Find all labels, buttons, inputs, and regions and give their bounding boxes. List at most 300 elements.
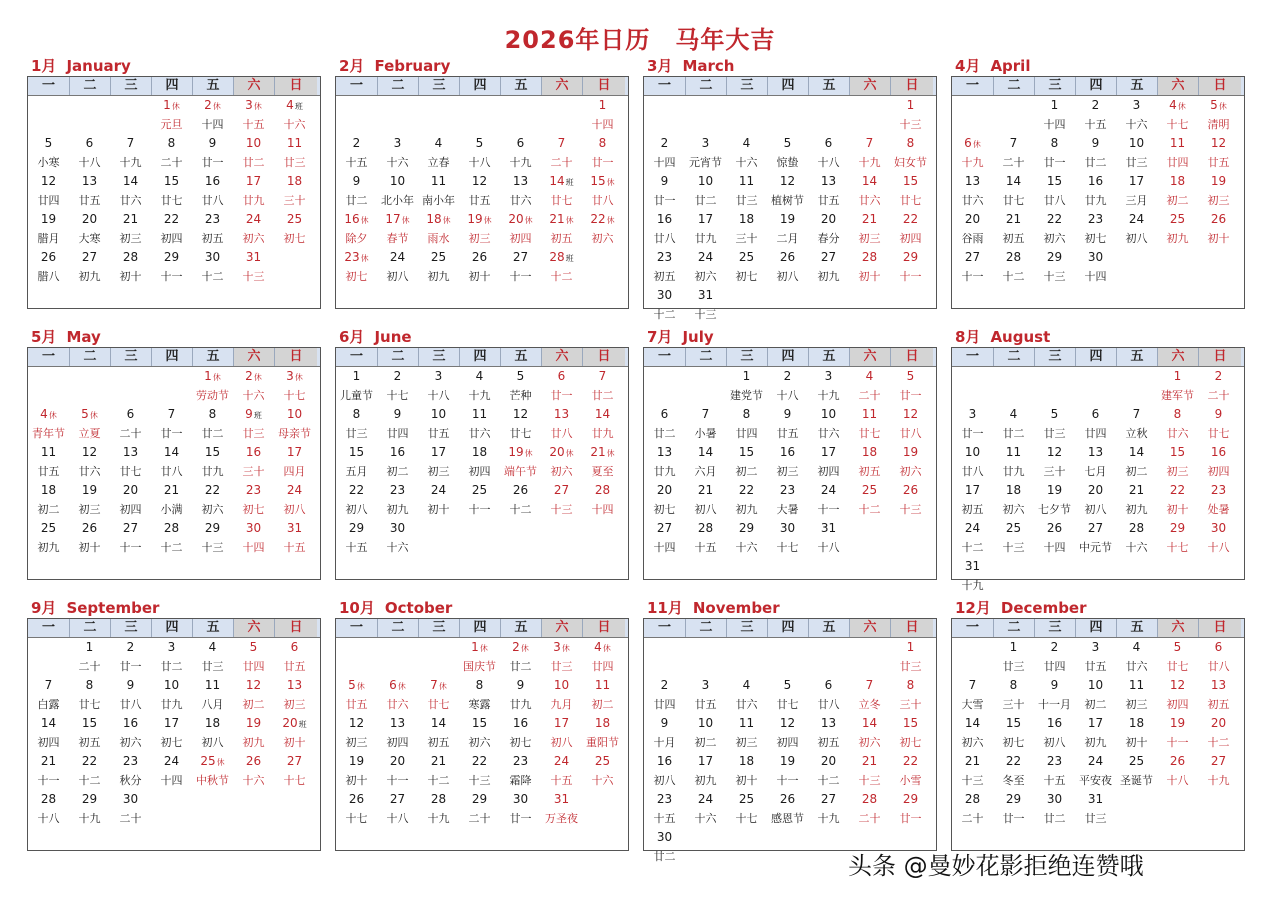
day-number-text: 17 [286, 445, 303, 459]
day-number-text: 5 [516, 369, 525, 383]
day-number [110, 638, 151, 657]
day-number [274, 638, 315, 657]
day-cell [808, 172, 849, 210]
lunar-label: 十九 [1207, 774, 1230, 787]
day-number [685, 481, 726, 500]
lunar-label: 中秋节 [196, 774, 229, 787]
holiday-tag: 休 [253, 102, 262, 111]
day-cell [1198, 443, 1239, 481]
weekday-label: 五 [808, 348, 849, 366]
day-number-text: 12 [1169, 678, 1186, 692]
lunar-label: 十六 [386, 541, 409, 554]
lunar-label: 初九 [817, 270, 840, 283]
lunar-label: 立夏 [78, 427, 101, 440]
day-cell [726, 210, 767, 248]
day-number [377, 172, 418, 191]
day-number-text: 17 [697, 754, 714, 768]
day-number [336, 210, 377, 229]
month-title-en: December [1000, 599, 1087, 617]
day-number [377, 210, 418, 229]
day-number-text: 27 [820, 792, 837, 806]
day-number [233, 638, 274, 657]
lunar-label: 初四 [386, 736, 409, 749]
day-number [767, 134, 808, 153]
day-number [726, 752, 767, 771]
day-cell [890, 134, 931, 172]
lunar-label: 九月 [550, 698, 573, 711]
day-cell [644, 752, 685, 790]
day-number [582, 443, 623, 462]
day-cell [767, 405, 808, 443]
day-number-text: 12 [81, 445, 98, 459]
day-number [849, 752, 890, 771]
day-number [274, 714, 315, 733]
weekday-label: 四 [767, 77, 808, 95]
lunar-label: 三十 [735, 232, 758, 245]
holiday-tag: 休 [360, 254, 369, 263]
lunar-label: 廿二 [694, 194, 717, 207]
day-number-text: 29 [163, 250, 180, 264]
day-number-text: 10 [163, 678, 180, 692]
day-cell [890, 248, 931, 286]
day-cell [808, 405, 849, 443]
day-number-text: 14 [697, 445, 714, 459]
lunar-label: 十三 [1002, 541, 1025, 554]
day-number-text: 14 [163, 445, 180, 459]
day-number [952, 443, 993, 462]
day-number [28, 481, 69, 500]
day-number-text: 17 [1128, 174, 1145, 188]
lunar-label: 十月 [653, 736, 676, 749]
day-number-text: 27 [820, 250, 837, 264]
lunar-label: 廿二 [1002, 427, 1025, 440]
weekday-label: 六 [233, 348, 274, 366]
day-number [1075, 210, 1116, 229]
lunar-label: 十二 [858, 503, 881, 516]
day-number [1116, 134, 1157, 153]
lunar-label: 初二 [386, 465, 409, 478]
day-cell [69, 714, 110, 752]
day-number-text: 28 [40, 792, 57, 806]
day-number-text: 2 [393, 369, 402, 383]
day-cell [69, 210, 110, 248]
day-cell [192, 210, 233, 248]
day-cell [233, 443, 274, 481]
weekday-label: 六 [541, 619, 582, 637]
day-number-text: 19 [779, 754, 796, 768]
day-number-text: 3 [1132, 98, 1141, 112]
day-number [418, 443, 459, 462]
day-cell [993, 405, 1034, 443]
day-number [726, 405, 767, 424]
lunar-label: 廿二 [653, 850, 676, 863]
day-number-text: 25 [471, 483, 488, 497]
lunar-label: 国庆节 [463, 660, 496, 673]
lunar-label: 初六 [201, 503, 224, 516]
weekday-label: 日 [274, 77, 317, 95]
day-cell [541, 172, 582, 210]
holiday-tag: 休 [438, 682, 447, 691]
day-number [685, 790, 726, 809]
day-cell [274, 134, 315, 172]
day-cell [1157, 638, 1198, 676]
weekday-label: 四 [1075, 348, 1116, 366]
day-cell [69, 752, 110, 790]
lunar-label: 初六 [591, 232, 614, 245]
day-number [1034, 714, 1075, 733]
day-number-text: 31 [697, 288, 714, 302]
day-number [644, 828, 685, 847]
day-number [500, 443, 541, 462]
day-cell [151, 638, 192, 676]
lunar-label: 十一 [468, 503, 491, 516]
day-number [1034, 134, 1075, 153]
lunar-label: 十七 [345, 812, 368, 825]
day-cell [418, 367, 459, 405]
weekday-label: 二 [685, 348, 726, 366]
day-cell [69, 481, 110, 519]
day-cell [541, 367, 582, 405]
day-number [1198, 443, 1239, 462]
month-title [647, 57, 734, 75]
weekday-label: 四 [459, 348, 500, 366]
day-number-text: 16 [1046, 716, 1063, 730]
day-number-text: 7 [598, 369, 607, 383]
weekday-header [644, 348, 936, 367]
day-cell [1198, 134, 1239, 172]
lunar-label: 廿一 [201, 156, 224, 169]
weekday-label: 日 [274, 348, 317, 366]
day-number [644, 134, 685, 153]
day-cell [685, 790, 726, 828]
day-number [849, 790, 890, 809]
lunar-label: 初六 [858, 736, 881, 749]
lunar-label: 十一 [160, 270, 183, 283]
day-cell [28, 676, 69, 714]
day-cell [1157, 134, 1198, 172]
day-number [993, 134, 1034, 153]
lunar-label: 十九 [961, 579, 984, 592]
day-number-text: 14 [861, 716, 878, 730]
lunar-label: 十四 [653, 541, 676, 554]
day-number-text: 24 [286, 483, 303, 497]
day-number-text: 4 [1169, 98, 1177, 112]
day-number-text: 11 [40, 445, 57, 459]
day-number-text: 5 [783, 136, 792, 150]
day-cell [110, 638, 151, 676]
day-number [28, 443, 69, 462]
lunar-label: 十三 [1043, 270, 1066, 283]
lunar-label: 初八 [1043, 736, 1066, 749]
holiday-tag: 休 [171, 102, 180, 111]
lunar-label: 三十 [899, 698, 922, 711]
day-number-text: 6 [824, 136, 833, 150]
day-cell [767, 134, 808, 172]
weekday-label: 一 [349, 78, 363, 93]
lunar-label: 初五 [427, 736, 450, 749]
day-cell [726, 790, 767, 828]
day-number [28, 405, 69, 424]
day-number [726, 210, 767, 229]
day-number [274, 367, 315, 386]
day-number-text: 16 [1210, 445, 1227, 459]
day-number-text: 8 [1173, 407, 1182, 421]
day-cell [192, 481, 233, 519]
day-number-text: 20 [81, 212, 98, 226]
day-cell [1157, 752, 1198, 790]
day-cell [377, 676, 418, 714]
month-title-cn: 9月 [31, 599, 57, 617]
day-cell [110, 248, 151, 286]
day-number-text: 30 [204, 250, 221, 264]
day-cell [336, 405, 377, 443]
day-cell [377, 481, 418, 519]
lunar-label: 廿五 [694, 698, 717, 711]
day-cell [377, 134, 418, 172]
lunar-label: 初五 [1002, 232, 1025, 245]
day-number-text: 2 [660, 136, 669, 150]
day-number [952, 519, 993, 538]
lunar-label: 廿二 [591, 389, 614, 402]
month-title-en: August [990, 328, 1051, 346]
lunar-label: 雨水 [427, 232, 450, 245]
day-number-text: 29 [471, 792, 488, 806]
day-cell [233, 481, 274, 519]
day-number-text: 2 [660, 678, 669, 692]
day-number-text: 28 [861, 792, 878, 806]
day-cell [849, 134, 890, 172]
lunar-label: 惊蛰 [776, 156, 799, 169]
day-number [459, 367, 500, 386]
day-number-text: 30 [1087, 250, 1104, 264]
lunar-label: 二十 [1002, 156, 1025, 169]
day-number [233, 172, 274, 191]
lunar-label: 初九 [735, 503, 758, 516]
lunar-label: 十四 [160, 774, 183, 787]
day-cell [726, 714, 767, 752]
day-number [110, 443, 151, 462]
day-number-text: 8 [1050, 136, 1059, 150]
day-number [890, 367, 931, 386]
day-number [1116, 443, 1157, 462]
day-number [459, 638, 500, 657]
lunar-label: 初六 [899, 465, 922, 478]
day-cell [28, 790, 69, 828]
lunar-label: 廿八 [550, 427, 573, 440]
day-number [110, 519, 151, 538]
holiday-tag: 休 [483, 216, 492, 225]
day-number-text: 12 [471, 174, 488, 188]
day-cell [1116, 676, 1157, 714]
lunar-label: 十二 [653, 308, 676, 321]
day-number-text: 18 [204, 716, 221, 730]
lunar-label: 廿一 [550, 389, 573, 402]
lunar-label: 廿九 [1084, 194, 1107, 207]
lunar-label: 廿九 [1002, 465, 1025, 478]
day-number [1157, 638, 1198, 657]
day-number [500, 134, 541, 153]
lunar-label: 立冬 [858, 698, 881, 711]
day-number [952, 172, 993, 191]
day-number-text: 11 [286, 136, 303, 150]
day-number [952, 752, 993, 771]
day-number [849, 405, 890, 424]
day-cell [418, 443, 459, 481]
day-cell [849, 481, 890, 519]
month-title-en: September [66, 599, 160, 617]
day-number-text: 27 [389, 792, 406, 806]
weekday-label: 四 [151, 348, 192, 366]
day-number-text: 15 [471, 716, 488, 730]
day-cell [192, 638, 233, 676]
weekday-label: 日 [1198, 77, 1241, 95]
day-cell [192, 752, 233, 790]
day-cell [952, 676, 993, 714]
day-cell [151, 210, 192, 248]
day-number-text: 11 [594, 678, 611, 692]
weekday-label: 三 [110, 619, 151, 637]
day-number-text: 13 [122, 445, 139, 459]
day-cell [952, 405, 993, 443]
lunar-label: 圣诞节 [1120, 774, 1153, 787]
day-number [952, 557, 993, 576]
day-cell [849, 443, 890, 481]
day-cell [459, 405, 500, 443]
weekday-label: 一 [965, 78, 979, 93]
day-cell [808, 519, 849, 557]
day-number [582, 638, 623, 657]
lunar-label: 廿二 [1084, 156, 1107, 169]
weekday-label: 二 [377, 77, 418, 95]
day-number-text: 7 [701, 407, 710, 421]
day-number-text: 4 [865, 369, 874, 383]
month-box [951, 76, 1245, 309]
day-cell [644, 828, 685, 866]
day-cell [1034, 96, 1075, 134]
day-number-text: 21 [1128, 483, 1145, 497]
day-number-text: 20 [1210, 716, 1227, 730]
day-cell [233, 248, 274, 286]
weekday-label: 六 [541, 348, 582, 366]
day-cell [418, 134, 459, 172]
lunar-label: 初九 [1125, 503, 1148, 516]
lunar-label: 春节 [386, 232, 409, 245]
lunar-label: 廿四 [591, 660, 614, 673]
day-number-text: 10 [697, 174, 714, 188]
day-number [952, 248, 993, 267]
day-number [151, 172, 192, 191]
month-block [951, 59, 1245, 309]
day-number [418, 172, 459, 191]
lunar-label: 二十 [119, 427, 142, 440]
lunar-label: 初六 [1002, 503, 1025, 516]
lunar-label: 初九 [694, 774, 717, 787]
day-cell [1157, 210, 1198, 248]
day-number-text: 31 [553, 792, 570, 806]
day-number-text: 16 [656, 212, 673, 226]
day-cell [993, 714, 1034, 752]
day-number-text: 11 [738, 716, 755, 730]
lunar-label: 初八 [345, 503, 368, 516]
lunar-label: 廿六 [78, 465, 101, 478]
day-number-text: 18 [40, 483, 57, 497]
month-block [643, 57, 937, 321]
holiday-tag: 休 [561, 644, 570, 653]
day-number [1075, 481, 1116, 500]
day-number [952, 714, 993, 733]
day-number-text: 26 [348, 792, 365, 806]
day-number-text: 11 [1169, 136, 1186, 150]
lunar-label: 廿四 [1043, 660, 1066, 673]
day-number [890, 172, 931, 191]
day-number [808, 443, 849, 462]
day-number-text: 5 [906, 369, 915, 383]
day-number [1034, 443, 1075, 462]
day-number [644, 286, 685, 305]
day-number [110, 210, 151, 229]
day-number-text: 29 [738, 521, 755, 535]
day-cell [1034, 210, 1075, 248]
lunar-label: 十七 [386, 389, 409, 402]
holiday-tag: 休 [565, 449, 574, 458]
day-number-text: 19 [1046, 483, 1063, 497]
holiday-tag: 休 [524, 449, 533, 458]
lunar-label: 十六 [694, 812, 717, 825]
day-number [849, 210, 890, 229]
lunar-label: 初七 [509, 736, 532, 749]
day-cell [1116, 714, 1157, 752]
lunar-label: 初四 [509, 232, 532, 245]
lunar-label: 十三 [694, 308, 717, 321]
day-number [1075, 752, 1116, 771]
weekday-label: 六 [541, 77, 582, 95]
day-cell [1198, 172, 1239, 210]
lunar-label: 初四 [776, 736, 799, 749]
lunar-label: 十一 [509, 270, 532, 283]
lunar-label: 白露 [37, 698, 60, 711]
lunar-label: 十六 [1125, 541, 1148, 554]
day-cell [1116, 481, 1157, 519]
day-number-text: 16 [389, 445, 406, 459]
day-number-text: 10 [697, 716, 714, 730]
lunar-label: 廿六 [1125, 660, 1148, 673]
day-number [767, 367, 808, 386]
day-number [192, 752, 233, 771]
day-number-text: 15 [738, 445, 755, 459]
lunar-label: 初七 [1002, 736, 1025, 749]
lunar-label: 北小年 [381, 194, 414, 207]
day-number [644, 676, 685, 695]
day-cell [151, 519, 192, 557]
day-number-text: 22 [902, 754, 919, 768]
day-number-text: 18 [738, 212, 755, 226]
lunar-label: 初七 [345, 270, 368, 283]
day-number-text: 17 [553, 716, 570, 730]
lunar-label: 十九 [427, 812, 450, 825]
day-number-text: 27 [1087, 521, 1104, 535]
day-number [1157, 405, 1198, 424]
day-number [1034, 519, 1075, 538]
day-number [644, 248, 685, 267]
weekday-label: 五 [1116, 348, 1157, 366]
lunar-label: 七月 [1084, 465, 1107, 478]
day-number [726, 676, 767, 695]
day-number [541, 210, 582, 229]
lunar-label: 清明 [1207, 118, 1230, 131]
day-number-text: 15 [590, 174, 606, 188]
day-number [151, 714, 192, 733]
day-number [541, 367, 582, 386]
